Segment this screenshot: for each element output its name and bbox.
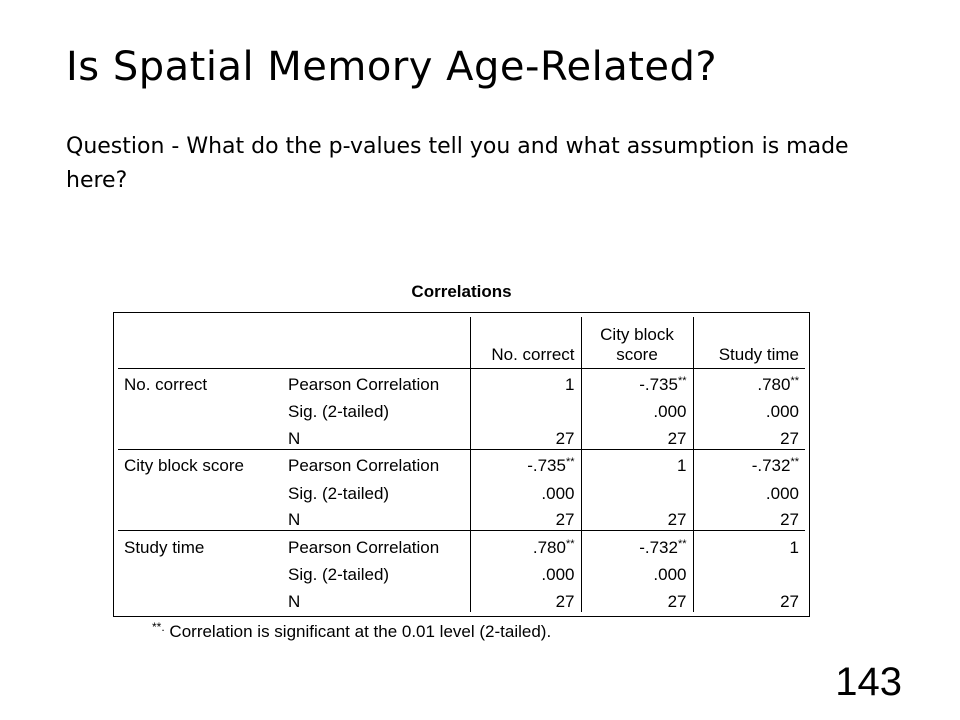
column-header — [581, 317, 693, 368]
cell-value: 27 — [667, 592, 687, 611]
row-variable — [118, 395, 282, 422]
row-variable: City block score — [118, 449, 282, 476]
cell-value: .000 — [541, 483, 575, 503]
row-statistic: N — [288, 428, 301, 448]
page-number: 143 — [835, 660, 902, 704]
cell-value: 27 — [555, 510, 575, 530]
row-variable — [118, 504, 282, 531]
cell-value: 27 — [555, 428, 575, 448]
table-cell — [693, 531, 805, 558]
table-cell — [581, 476, 693, 503]
cell-value: .780 — [757, 375, 791, 395]
table-cell — [581, 368, 693, 395]
table-row — [118, 504, 805, 531]
table-cell — [581, 449, 693, 476]
footnote-text: Correlation is significant at the 0.01 level (2-tailed). — [169, 622, 552, 641]
significance-mark: ** — [677, 375, 687, 388]
column-header: No. correct — [470, 317, 581, 368]
table-cell — [693, 368, 805, 395]
row-statistic: Pearson Correlation — [282, 531, 470, 558]
table-cell — [470, 395, 581, 422]
table-cell — [470, 585, 581, 612]
cell-value: -.735 — [527, 456, 566, 476]
table-row — [118, 449, 805, 476]
significance-mark: ** — [565, 456, 575, 469]
significance-mark: ** — [565, 537, 575, 550]
table-cell — [470, 558, 581, 585]
significance-mark: ** — [790, 375, 799, 388]
table-cell — [581, 422, 693, 449]
significance-mark: ** — [790, 456, 799, 469]
row-statistic: Sig. (2-tailed) — [288, 402, 390, 422]
table-footnote — [152, 620, 551, 642]
table-cell — [470, 504, 581, 531]
row-statistic: Pearson Correlation — [282, 368, 470, 395]
cell-value: 1 — [565, 375, 575, 395]
cell-value: .000 — [653, 402, 687, 422]
table-cell — [693, 422, 805, 449]
table-cell — [581, 395, 693, 422]
row-variable: No. correct — [118, 368, 282, 395]
cell-value: 27 — [780, 428, 799, 448]
table-cell — [581, 531, 693, 558]
row-variable — [118, 558, 282, 585]
cell-value: .000 — [653, 564, 687, 584]
column-header: Study time — [693, 317, 805, 368]
cell-value: 27 — [780, 510, 799, 530]
table-cell — [693, 585, 805, 612]
cell-value: .780 — [532, 537, 566, 557]
table-cell — [693, 558, 805, 585]
header-blank — [118, 317, 282, 368]
cell-value: 27 — [667, 428, 687, 448]
row-statistic: N — [288, 592, 301, 611]
table-cell — [581, 558, 693, 585]
cell-value: .000 — [765, 402, 799, 422]
table-cell — [693, 476, 805, 503]
row-variable — [118, 585, 282, 612]
cell-value: -.732 — [751, 456, 791, 476]
header-blank — [282, 317, 470, 368]
table-row — [118, 476, 805, 503]
table-cell — [470, 368, 581, 395]
table-row — [118, 368, 805, 395]
header-row — [118, 317, 805, 368]
cell-value: 1 — [677, 456, 687, 476]
row-variable — [118, 476, 282, 503]
table-cell — [470, 476, 581, 503]
table-title: Correlations — [411, 282, 512, 301]
cell-value: 27 — [780, 592, 799, 611]
cell-value: 1 — [789, 537, 799, 557]
table-body — [118, 368, 805, 612]
table-cell — [581, 585, 693, 612]
table-cell — [581, 504, 693, 531]
slide-title: Is Spatial Memory Age-Related? — [66, 44, 718, 90]
table-cell — [693, 504, 805, 531]
table-cell — [470, 449, 581, 476]
cell-value: 27 — [667, 510, 687, 530]
row-statistic: Sig. (2-tailed) — [288, 564, 390, 584]
row-variable: Study time — [118, 531, 282, 558]
significance-mark: ** — [677, 537, 687, 550]
correlations-table — [118, 317, 805, 612]
cell-value: 27 — [555, 592, 575, 611]
table-row — [118, 531, 805, 558]
footnote-marker: **. — [152, 620, 165, 634]
row-statistic: Sig. (2-tailed) — [288, 483, 390, 503]
table-cell — [470, 422, 581, 449]
question-text: Question - What do the p-values tell you and what assumption is made here? — [66, 134, 849, 193]
cell-value: -.732 — [639, 537, 678, 557]
cell-value: .000 — [541, 564, 575, 584]
row-variable — [118, 422, 282, 449]
row-statistic: N — [288, 510, 301, 530]
table-row — [118, 422, 805, 449]
table-row — [118, 558, 805, 585]
table-row — [118, 585, 805, 612]
column-header-label: City block score — [600, 324, 674, 364]
cell-value: .000 — [765, 483, 799, 503]
table-row — [118, 395, 805, 422]
cell-value: -.735 — [639, 375, 678, 395]
table-cell — [470, 531, 581, 558]
row-statistic: Pearson Correlation — [282, 449, 470, 476]
table-cell — [693, 395, 805, 422]
table-cell — [693, 449, 805, 476]
